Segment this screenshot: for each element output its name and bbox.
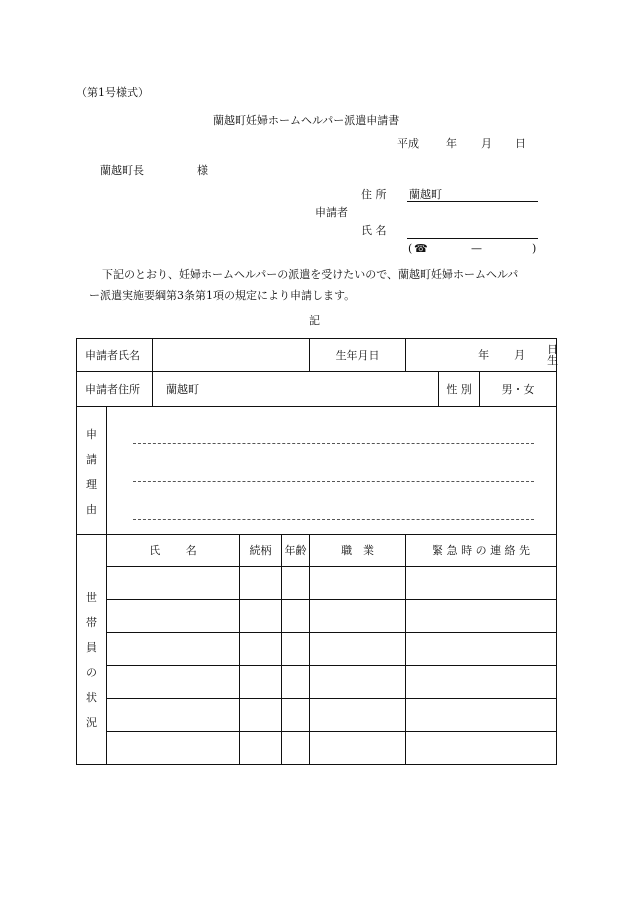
household-row [77, 732, 557, 765]
gender-label: 性 別 [439, 372, 480, 407]
household-emergency-cell[interactable] [406, 633, 557, 666]
birthdate-field[interactable] [406, 339, 557, 372]
address-label: 住 所 [361, 188, 387, 201]
reason-field[interactable] [107, 407, 557, 535]
birth-day: 日生 [547, 343, 559, 367]
household-occupation-cell[interactable] [310, 732, 406, 765]
household-row [77, 600, 557, 633]
household-label: 世 帯 員 の 状 況 [77, 535, 107, 765]
phone-icon: ☎ [414, 242, 428, 255]
household-occupation-cell[interactable] [310, 633, 406, 666]
household-relation-cell[interactable] [240, 666, 282, 699]
ki-label: 記 [309, 314, 320, 327]
name-underline [407, 238, 538, 239]
phone-open: ( [408, 242, 413, 255]
household-row [77, 567, 557, 600]
household-header-relation: 続柄 [240, 535, 282, 567]
household-relation-cell[interactable] [240, 600, 282, 633]
applicant-address-field[interactable]: 蘭越町 [153, 372, 439, 407]
reason-line-2 [133, 481, 534, 482]
household-age-cell[interactable] [282, 567, 310, 600]
household-header-age: 年齢 [282, 535, 310, 567]
household-relation-cell[interactable] [240, 567, 282, 600]
phone-close: ) [532, 242, 537, 255]
household-name-cell[interactable] [107, 633, 240, 666]
addressee-honorific: 様 [197, 164, 208, 177]
household-name-cell[interactable] [107, 600, 240, 633]
household-age-cell[interactable] [282, 633, 310, 666]
reason-line-3 [133, 519, 534, 520]
household-age-cell[interactable] [282, 732, 310, 765]
date-year: 年 [446, 137, 457, 150]
form-number: （第1号様式） [76, 86, 149, 99]
household-emergency-cell[interactable] [406, 732, 557, 765]
birth-month: 月 [514, 348, 526, 362]
gender-field[interactable]: 男・女 [480, 372, 557, 407]
household-name-cell[interactable] [107, 567, 240, 600]
household-name-cell[interactable] [107, 699, 240, 732]
household-age-cell[interactable] [282, 600, 310, 633]
applicant-label: 申請者 [315, 206, 348, 219]
birth-year: 年 [478, 348, 490, 362]
form-title: 蘭越町妊婦ホームヘルパー派遣申請書 [213, 114, 400, 127]
household-header-occupation: 職 業 [310, 535, 406, 567]
body-text-line2: ー派遣実施要綱第3条第1項の規定により申請します。 [89, 289, 356, 302]
address-value: 蘭越町 [409, 188, 442, 201]
application-table [76, 338, 557, 765]
household-age-cell[interactable] [282, 699, 310, 732]
household-header-emergency: 緊 急 時 の 連 絡 先 [406, 535, 557, 567]
household-emergency-cell[interactable] [406, 666, 557, 699]
household-row [77, 666, 557, 699]
date-day: 日 [515, 137, 526, 150]
phone-dash: — [471, 242, 482, 255]
household-occupation-cell[interactable] [310, 666, 406, 699]
household-row [77, 699, 557, 732]
date-month: 月 [481, 137, 492, 150]
household-name-cell[interactable] [107, 666, 240, 699]
applicant-name-label: 申請者氏名 [77, 339, 153, 372]
date-era: 平成 [397, 137, 419, 150]
household-relation-cell[interactable] [240, 699, 282, 732]
applicant-address-label: 申請者住所 [77, 372, 153, 407]
name-label: 氏 名 [361, 224, 387, 237]
addressee-name: 蘭越町長 [100, 164, 144, 177]
household-occupation-cell[interactable] [310, 699, 406, 732]
body-text-line1: 下記のとおり、妊婦ホームヘルパーの派遣を受けたいので、蘭越町妊婦ホームヘルパ [102, 268, 519, 281]
applicant-name-field[interactable] [153, 339, 310, 372]
household-emergency-cell[interactable] [406, 567, 557, 600]
reason-label: 申 請 理 由 [77, 407, 107, 535]
household-emergency-cell[interactable] [406, 600, 557, 633]
birthdate-label: 生年月日 [310, 339, 406, 372]
household-header-name: 氏 名 [107, 535, 240, 567]
household-row [77, 633, 557, 666]
reason-line-1 [133, 443, 534, 444]
household-relation-cell[interactable] [240, 633, 282, 666]
household-occupation-cell[interactable] [310, 600, 406, 633]
household-occupation-cell[interactable] [310, 567, 406, 600]
household-relation-cell[interactable] [240, 732, 282, 765]
address-underline [407, 201, 538, 202]
household-name-cell[interactable] [107, 732, 240, 765]
household-emergency-cell[interactable] [406, 699, 557, 732]
household-age-cell[interactable] [282, 666, 310, 699]
